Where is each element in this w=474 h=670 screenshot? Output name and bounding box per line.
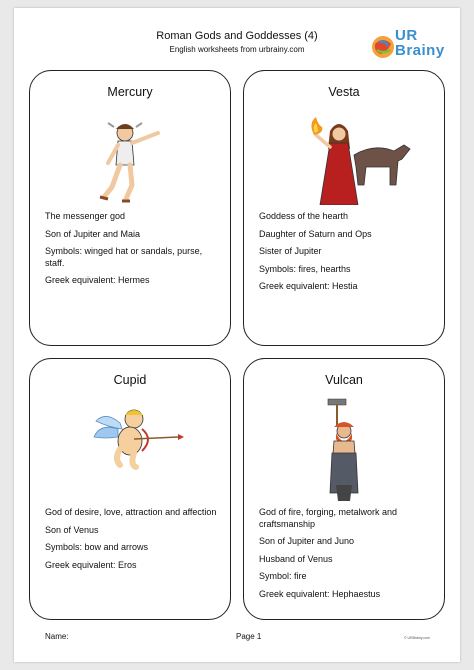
- card-cupid: [29, 358, 231, 620]
- card-facts: [45, 507, 220, 577]
- card-facts: [45, 211, 220, 293]
- fact-item: Son of Jupiter and Maia: [45, 228, 141, 239]
- mercury-illustration: [30, 105, 230, 205]
- fact-item: God of desire, love, attraction and affection: [45, 507, 217, 517]
- card-vulcan: [243, 358, 445, 620]
- card-vesta: [243, 70, 445, 346]
- card-mercury: [29, 70, 231, 346]
- card-facts: [259, 211, 434, 299]
- fact-item: Symbol: fire: [259, 571, 307, 581]
- card-title: Vulcan: [325, 373, 363, 387]
- fact-item: Son of Jupiter and Juno: [259, 536, 355, 546]
- urbrainy-logo[interactable]: [369, 26, 449, 64]
- fact-item: Symbols: winged hat or sandals, purse, staff.: [45, 246, 203, 268]
- worksheet-title: Roman Gods and Goddesses (4): [156, 30, 318, 42]
- fact-item: Symbols: bow and arrows: [45, 542, 149, 552]
- card-title: Vesta: [328, 85, 360, 99]
- worksheet-subtitle: English worksheets from urbrainy.com: [169, 45, 305, 54]
- fact-item: Greek equivalent: Hestia: [259, 281, 358, 291]
- fact-item: Greek equivalent: Eros: [45, 559, 137, 570]
- fact-item: Symbols: fires, hearths: [259, 263, 351, 274]
- logo-text-ur: UR: [395, 27, 418, 44]
- card-title: Cupid: [113, 373, 147, 387]
- name-label: Name:: [45, 632, 69, 641]
- card-facts: [259, 507, 434, 606]
- fact-item: Goddess of the hearth: [259, 211, 349, 221]
- logo-text-brainy: Brainy: [395, 42, 445, 59]
- fact-item: Greek equivalent: Hermes: [45, 275, 150, 285]
- copyright-notice: © URBrainy.com: [404, 636, 430, 640]
- card-title: Mercury: [107, 85, 153, 99]
- cupid-illustration: [30, 393, 230, 493]
- fact-item: Sister of Jupiter: [259, 246, 322, 256]
- fact-item: Daughter of Saturn and Ops: [259, 228, 372, 239]
- page-number: Page 1: [236, 632, 262, 641]
- fact-item: Son of Venus: [45, 524, 99, 535]
- fact-item: Husband of Venus: [259, 553, 333, 564]
- fact-item: God of fire, forging, metalwork and craftsmanship: [259, 507, 398, 529]
- fact-item: Greek equivalent: Hephaestus: [259, 588, 381, 599]
- worksheet-page: [14, 8, 460, 662]
- vesta-illustration: [244, 105, 444, 205]
- vulcan-illustration: [244, 393, 444, 493]
- fact-item: The messenger god: [45, 211, 126, 221]
